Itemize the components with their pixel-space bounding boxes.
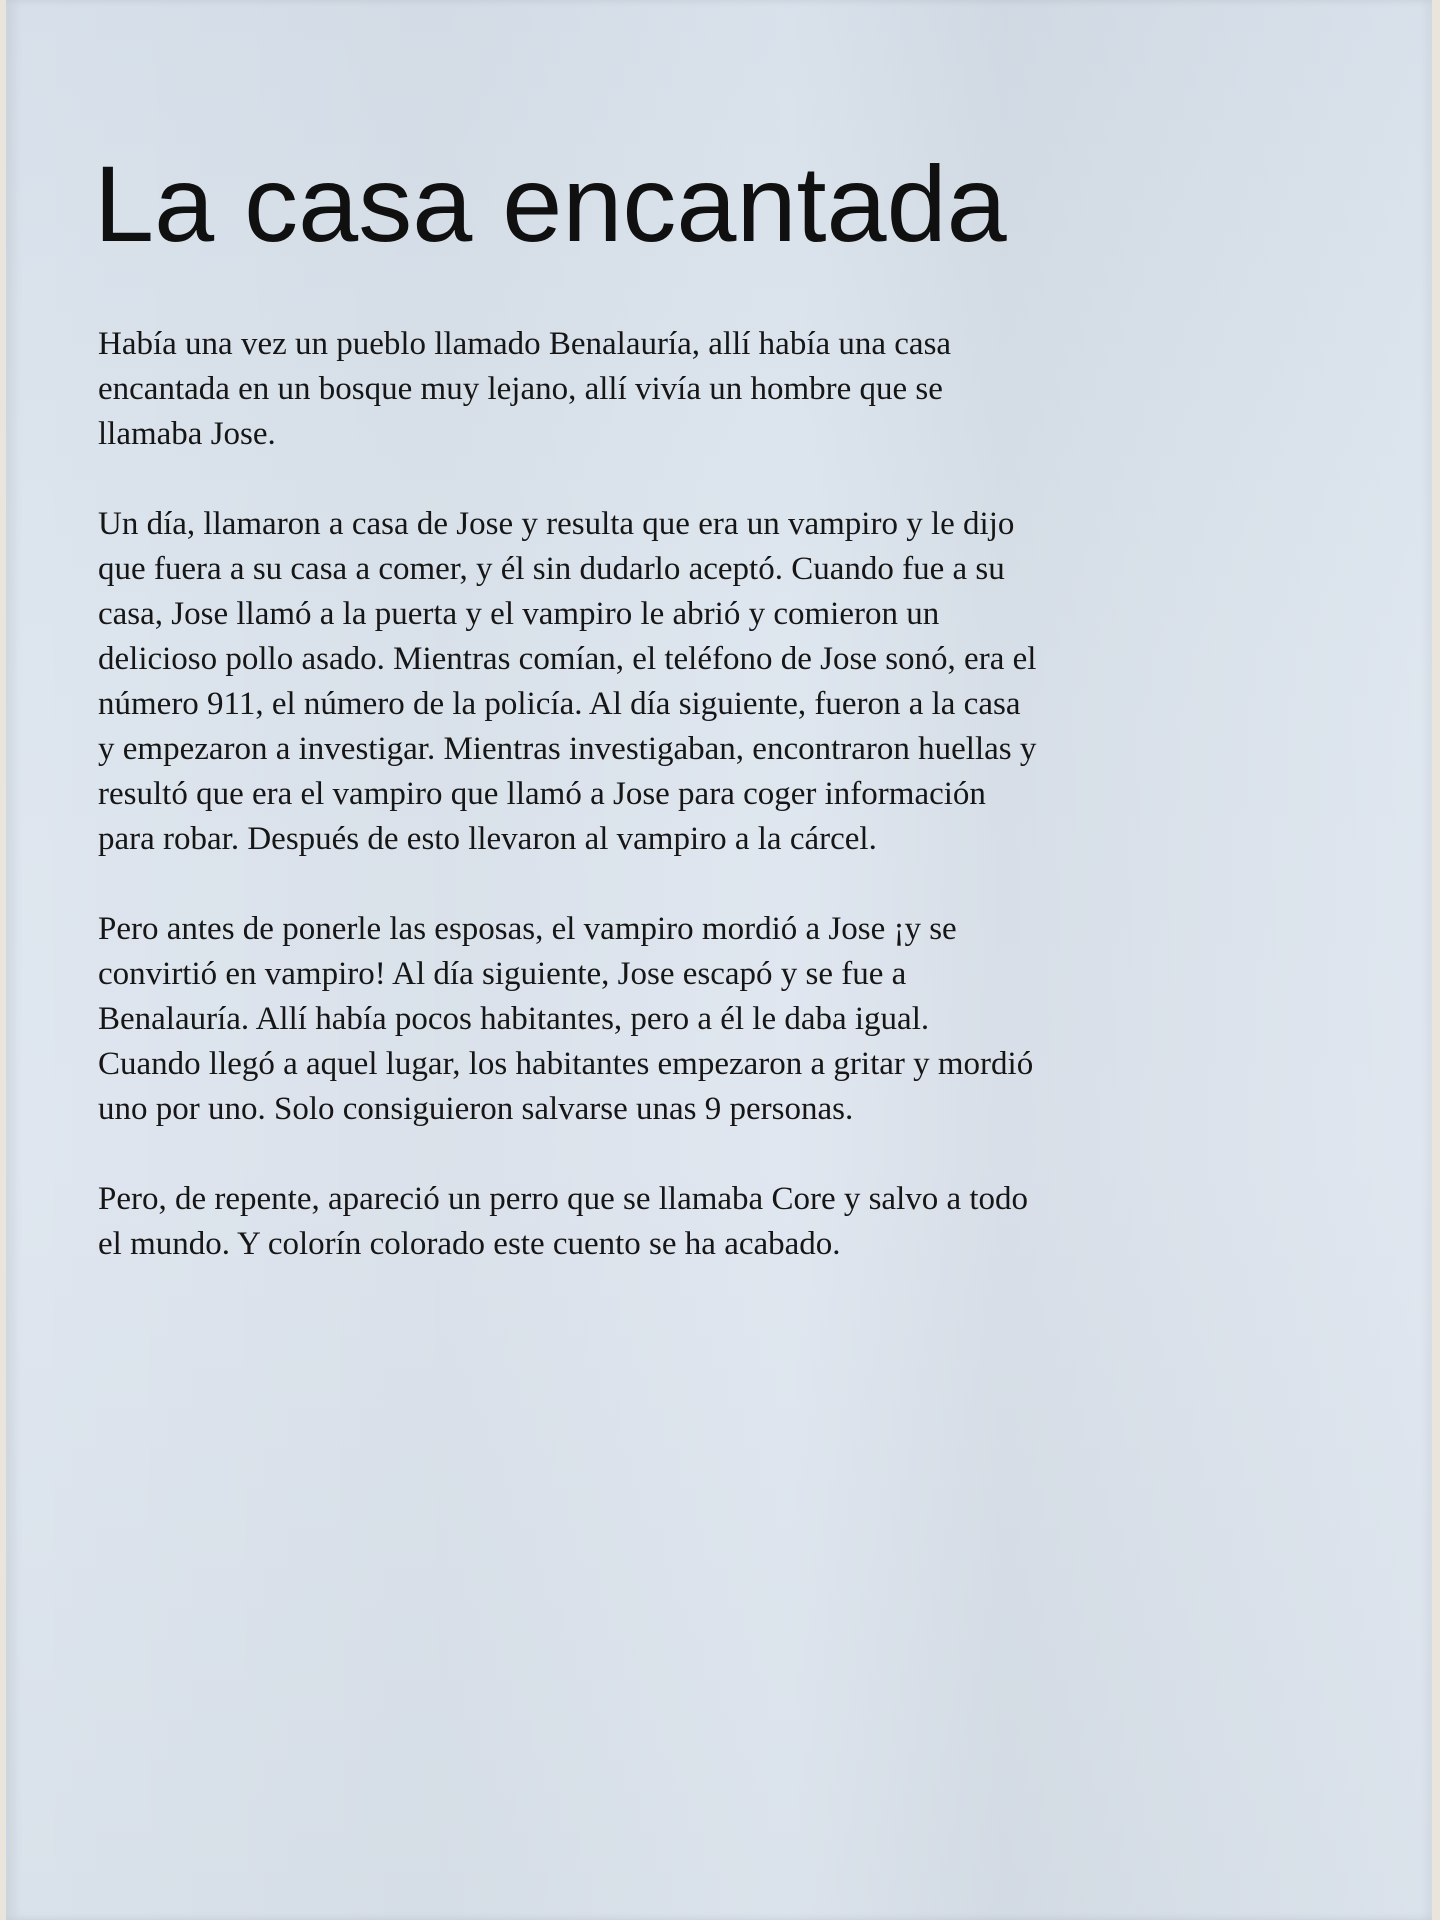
text-line: encantada en un bosque muy lejano, allí vivía un hombre que se	[98, 371, 943, 407]
paragraph-2	[98, 502, 1258, 862]
text-line: casa, Jose llamó a la puerta y el vampiro le abrió y comieron un	[98, 596, 940, 632]
text-line: llamaba Jose.	[98, 416, 276, 452]
text-line: Cuando llegó a aquel lugar, los habitantes empezaron a gritar y mordió	[98, 1046, 1034, 1082]
text-line: convirtió en vampiro! Al día siguiente, Jose escapó y se fue a	[98, 956, 907, 992]
paragraph-3	[98, 907, 1258, 1132]
story-body	[98, 322, 1258, 1267]
text-line: resultó que era el vampiro que llamó a Jose para coger información	[98, 776, 986, 812]
text-line: Pero, de repente, apareció un perro que se llamaba Core y salvo a todo	[98, 1181, 1029, 1217]
text-line: Benalauría. Allí había pocos habitantes, pero a él le daba igual.	[98, 1001, 930, 1037]
text-line: que fuera a su casa a comer, y él sin dudarlo aceptó. Cuando fue a su	[98, 551, 1005, 587]
text-line: Un día, llamaron a casa de Jose y resulta que era un vampiro y le dijo	[98, 506, 1015, 542]
paragraph-4	[98, 1177, 1258, 1267]
text-line: uno por uno. Solo consiguieron salvarse unas 9 personas.	[98, 1091, 854, 1127]
paper-sheet	[6, 0, 1432, 1920]
paragraph-1	[98, 322, 1258, 457]
text-line: número 911, el número de la policía. Al día siguiente, fueron a la casa	[98, 686, 1021, 722]
text-line: Había una vez un pueblo llamado Benalauría, allí había una casa	[98, 326, 952, 362]
text-line: para robar. Después de esto llevaron al vampiro a la cárcel.	[98, 821, 877, 857]
text-line: Pero antes de ponerle las esposas, el vampiro mordió a Jose ¡y se	[98, 911, 957, 947]
text-line: delicioso pollo asado. Mientras comían, el teléfono de Jose sonó, era el	[98, 641, 1037, 677]
text-line: el mundo. Y colorín colorado este cuento se ha acabado.	[98, 1226, 841, 1262]
text-line: y empezaron a investigar. Mientras investigaban, encontraron huellas y	[98, 731, 1037, 767]
document-title: La casa encantada	[94, 143, 1007, 264]
